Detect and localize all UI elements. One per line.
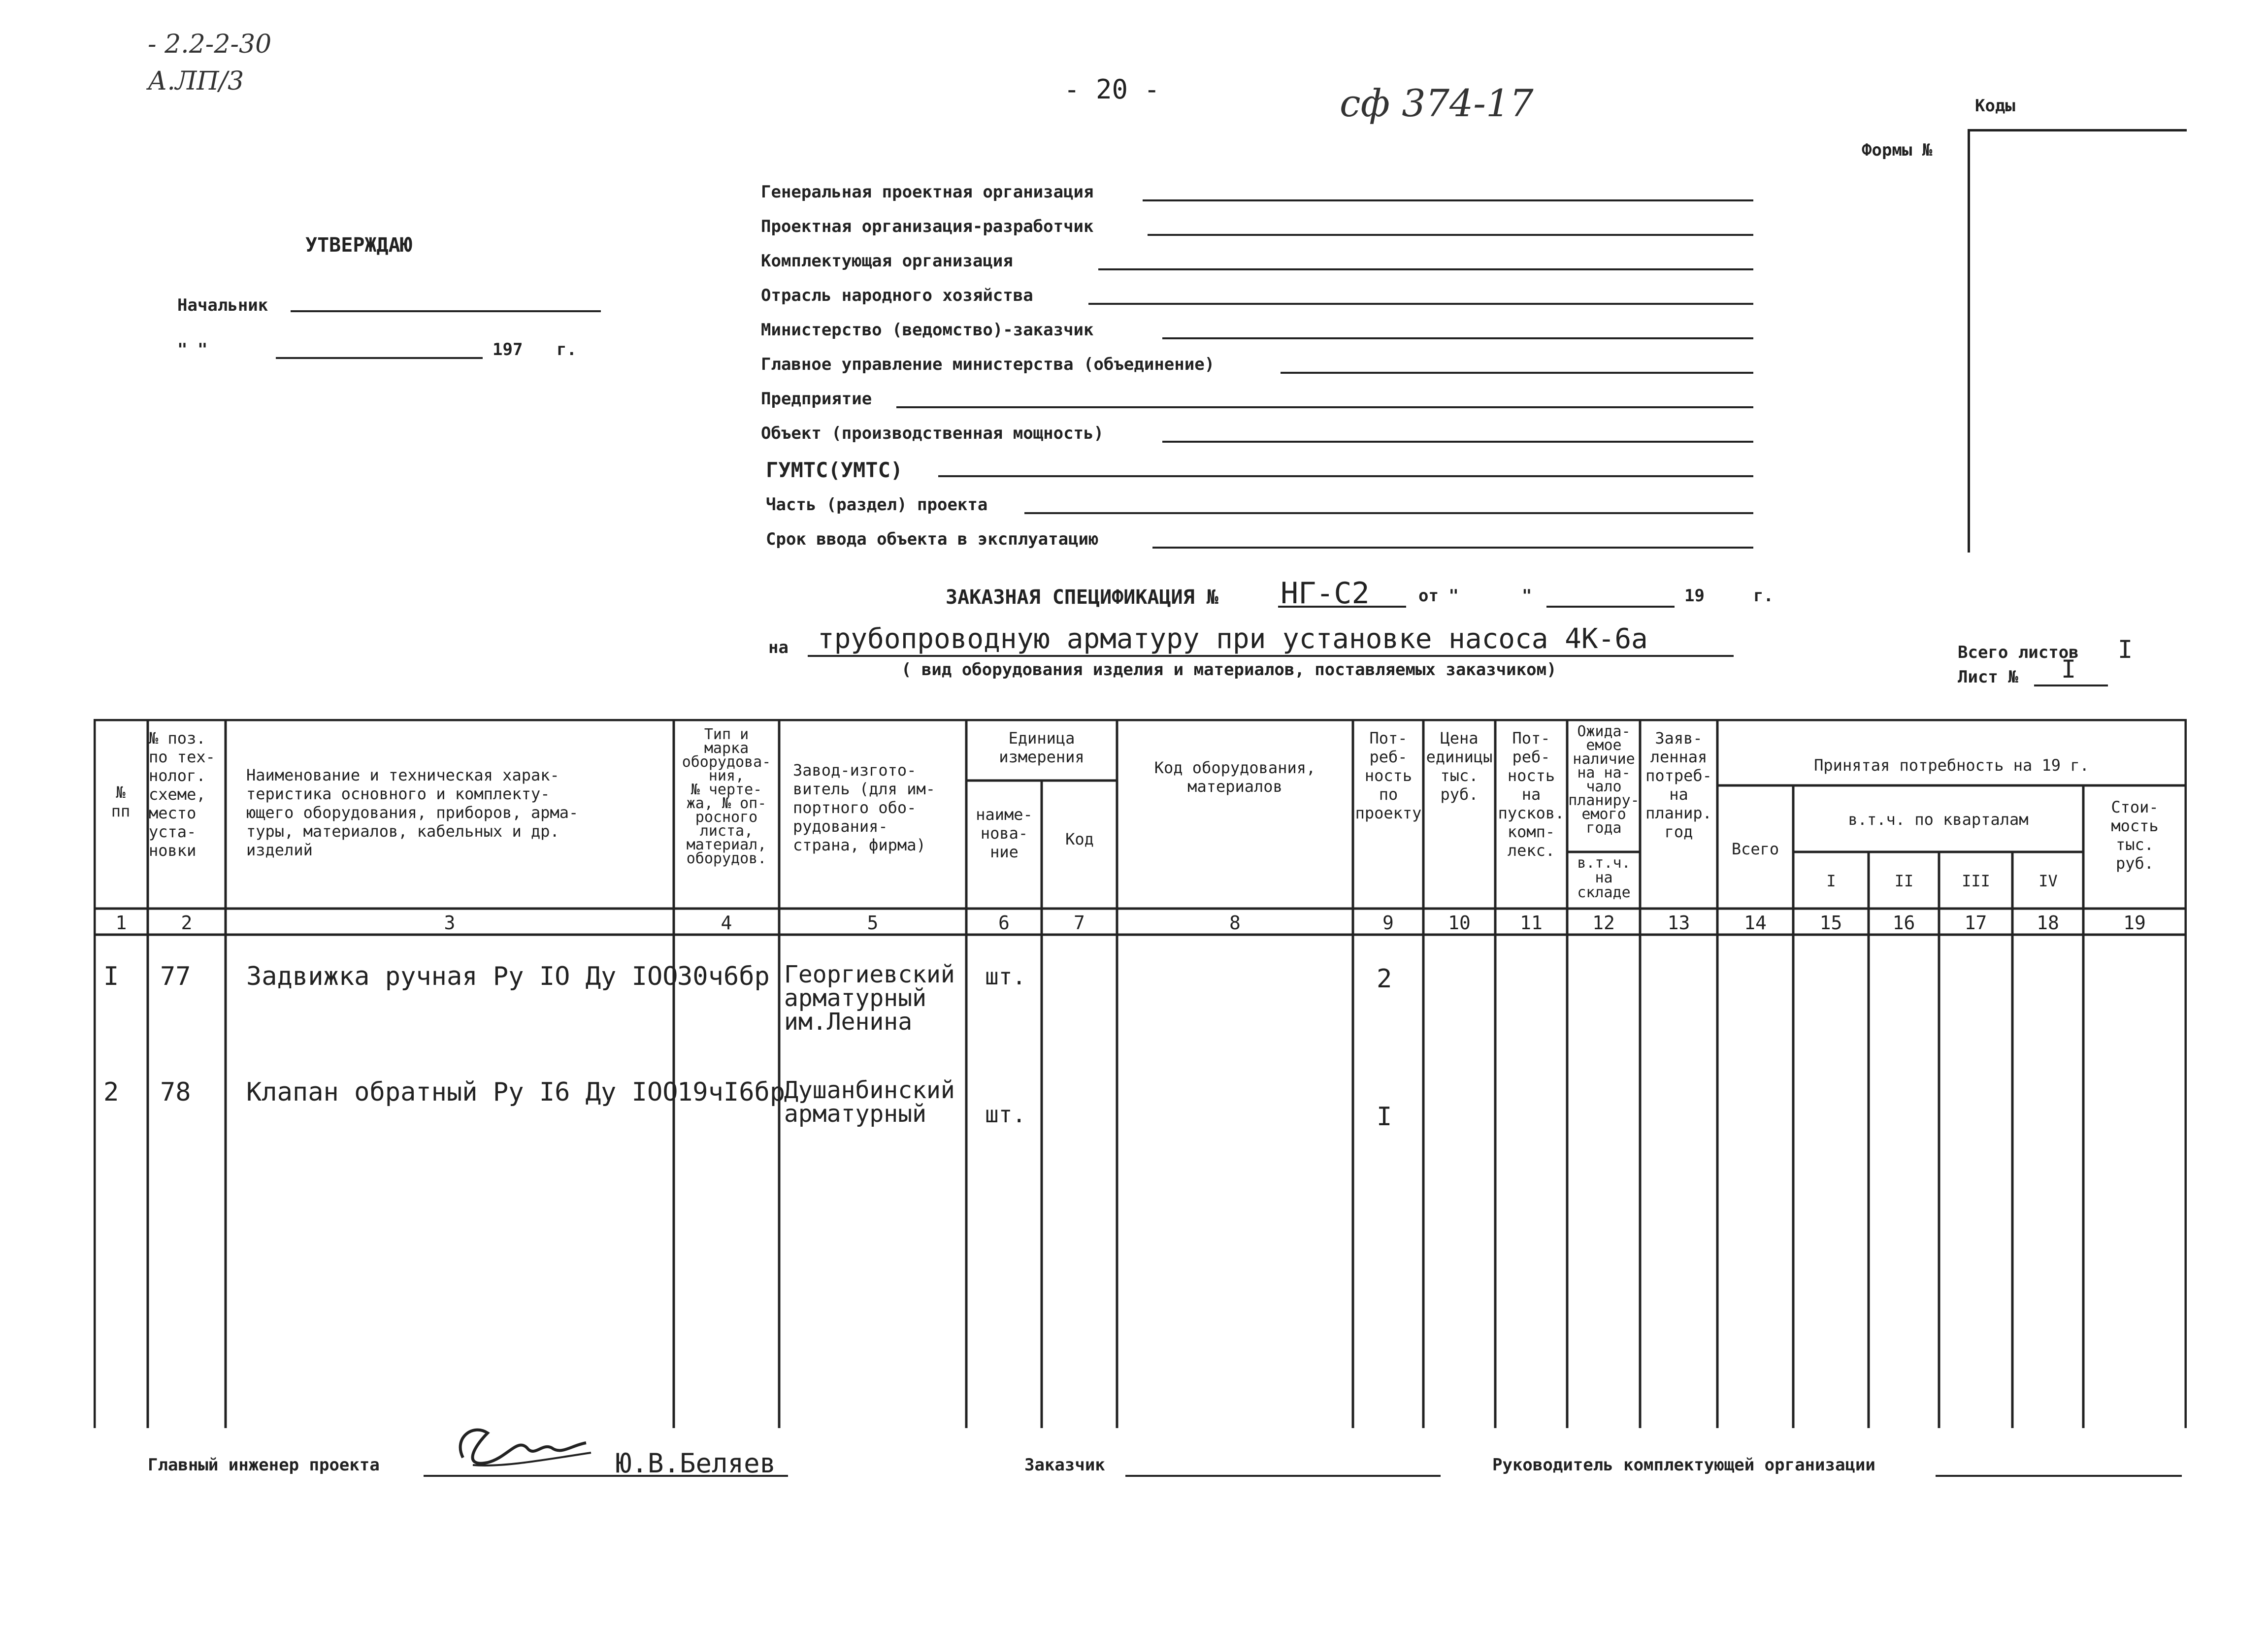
- field-design-org: Проектная организация-разработчик: [761, 217, 1094, 236]
- approve-year: 197: [493, 340, 523, 359]
- handwritten-reference: сф 374-17: [1340, 81, 1534, 125]
- spec-number-line: [1278, 606, 1406, 608]
- header-quarter-4: IV: [2038, 872, 2058, 890]
- table-row-1-name: Задвижка ручная Ру IO Ду IOO: [246, 962, 678, 991]
- spec-title: ЗАКАЗНАЯ СПЕЦИФИКАЦИЯ №: [946, 586, 1218, 609]
- column-number: 6: [998, 912, 1010, 934]
- header-in-warehouse: в.т.ч. на складе: [1577, 854, 1631, 901]
- header-quarter-3: III: [1962, 872, 1990, 890]
- field-enterprise: Предприятие: [761, 389, 872, 409]
- spec-quote: ": [1522, 586, 1532, 606]
- table-row-1-quantity: 2: [1377, 964, 1392, 994]
- table-row-1-type: 30ч6бр: [677, 962, 770, 991]
- column-number: 18: [2037, 912, 2059, 934]
- codes-box: [1968, 129, 2187, 553]
- column-number: 14: [1744, 912, 1767, 934]
- header-declared-need: Заяв- ленная потреб- на планир. год: [1645, 729, 1712, 841]
- header-unit-code: Код: [1065, 830, 1094, 848]
- sheet-number-label: Лист №: [1958, 667, 2018, 687]
- organization-head-line: [1936, 1475, 2182, 1477]
- field-industry: Отрасль народного хозяйства: [761, 286, 1033, 305]
- field-line: [938, 475, 1753, 477]
- field-line: [1143, 199, 1753, 201]
- column-number: 13: [1667, 912, 1690, 934]
- field-line: [1024, 512, 1753, 514]
- table-row-2-position: 78: [160, 1077, 191, 1107]
- header-project-need: Пот- реб- ность по проекту: [1355, 729, 1422, 822]
- sheet-number-value: I: [2061, 655, 2076, 684]
- header-quarter-1: I: [1826, 872, 1836, 890]
- field-main-department: Главное управление министерства (объединение): [761, 355, 1215, 374]
- chief-engineer-label: Главный инженер проекта: [148, 1455, 380, 1475]
- header-type: Тип и марка оборудова- ния, № черте- жа, № оп- росного листа, материал, оборудов.: [682, 726, 771, 867]
- approve-date-quotes: " ": [177, 340, 208, 359]
- page-number: - 20 -: [1064, 74, 1160, 105]
- field-project-part: Часть (раздел) проекта: [766, 495, 988, 515]
- spec-number: НГ-С2: [1281, 576, 1370, 611]
- chief-engineer-signature: [443, 1418, 601, 1477]
- corner-code-2: А.ЛП/3: [148, 66, 244, 96]
- table-row-2-name: Клапан обратный Ру I6 Ду IOO: [246, 1077, 678, 1107]
- header-manufacturer: Завод-изгото- витель (для им- портного обо- рудования- страна, фирма): [793, 761, 935, 854]
- customer-label: Заказчик: [1024, 1455, 1105, 1475]
- table-row-2-manufacturer: Душанбинский арматурный: [784, 1076, 955, 1128]
- column-number: 11: [1520, 912, 1543, 934]
- field-line: [1281, 372, 1753, 374]
- sheet-number-line: [2034, 684, 2108, 686]
- spec-date-line: [1546, 606, 1675, 608]
- header-unit-name: наиме- нова- ние: [976, 805, 1033, 861]
- header-name: Наименование и техническая харак- теристика основного и комплекту- ющего оборудования, приборов, арма- туры, материалов, кабельных и др. изделий: [246, 766, 579, 859]
- form-number-label: Формы №: [1862, 140, 1933, 160]
- field-line: [1162, 337, 1753, 339]
- spec-subject-caption: ( вид оборудования изделия и материалов, поставляемых заказчиком): [901, 660, 1557, 680]
- table-row-2-quantity: I: [1377, 1102, 1392, 1132]
- total-sheets-label: Всего листов: [1958, 643, 2079, 662]
- header-expected-stock: Ожида- емое наличие на на- чало планиру- емого года: [1568, 723, 1640, 837]
- header-position: № поз. по тех- нолог. схеме, место уста- новки: [149, 729, 215, 860]
- field-general-org: Генеральная проектная организация: [761, 182, 1094, 202]
- specification-table: [94, 719, 2187, 1428]
- field-line: [896, 406, 1753, 408]
- column-number: 12: [1592, 912, 1615, 934]
- field-gumts: ГУМТС(УМТС): [766, 458, 903, 482]
- table-row-1-unit: шт.: [985, 963, 1026, 990]
- table-row-1-number: I: [103, 962, 119, 991]
- table-row-1-manufacturer: Георгиевский арматурный им.Ленина: [784, 961, 955, 1036]
- header-row-number: № пп: [111, 783, 131, 820]
- header-cost: Стои- мость тыс. руб.: [2111, 798, 2159, 873]
- field-line: [1088, 303, 1753, 305]
- column-number: 17: [1964, 912, 1987, 934]
- column-number: 1: [115, 912, 127, 934]
- table-row-2-number: 2: [103, 1077, 119, 1107]
- approve-date-line: [276, 357, 483, 359]
- field-line: [1152, 547, 1753, 549]
- spec-from: от ": [1418, 586, 1459, 606]
- codes-label: Коды: [1975, 96, 2015, 116]
- table-row-1-position: 77: [160, 962, 191, 991]
- chief-signature-line: [291, 310, 601, 312]
- chief-label: Начальник: [177, 295, 268, 315]
- column-number: 19: [2123, 912, 2146, 934]
- column-number: 16: [1892, 912, 1915, 934]
- spec-year-suffix: г.: [1753, 586, 1774, 606]
- corner-code-1: - 2.2-2-30: [148, 30, 272, 59]
- column-number: 2: [181, 912, 193, 934]
- field-line: [1162, 441, 1753, 443]
- header-unit-price: Цена единицы тыс. руб.: [1426, 729, 1493, 804]
- approve-year-suffix: г.: [557, 340, 577, 359]
- spec-year: 19: [1684, 586, 1705, 606]
- spec-subject-line: [808, 655, 1734, 657]
- header-total: Всего: [1731, 840, 1779, 858]
- approve-title: УТВЕРЖДАЮ: [305, 234, 412, 257]
- column-number: 4: [721, 912, 732, 934]
- header-equipment-code: Код оборудования, материалов: [1154, 758, 1316, 796]
- total-sheets-value: I: [2118, 635, 2133, 664]
- table-row-2-type: 19чI6бр: [677, 1077, 786, 1107]
- customer-line: [1125, 1475, 1441, 1477]
- header-unit-group: Единица измерения: [999, 729, 1085, 766]
- chief-engineer-name: Ю.В.Беляев: [616, 1448, 776, 1479]
- table-row-2-unit: шт.: [985, 1101, 1026, 1128]
- column-number: 9: [1382, 912, 1394, 934]
- organization-head-label: Руководитель комплектующей организации: [1492, 1455, 1875, 1475]
- field-line: [1148, 234, 1753, 236]
- spec-subject: трубопроводную арматуру при установке насоса 4К-6а: [818, 623, 1648, 655]
- header-accepted-need: Принятая потребность на 19 г.: [1814, 756, 2089, 775]
- column-number: 7: [1074, 912, 1085, 934]
- header-quarter-2: II: [1894, 872, 1914, 890]
- spec-na-label: на: [768, 638, 789, 657]
- field-commissioning-date: Срок ввода объекта в эксплуатацию: [766, 529, 1099, 549]
- column-number: 15: [1819, 912, 1842, 934]
- column-number: 5: [867, 912, 879, 934]
- column-number: 3: [444, 912, 456, 934]
- header-quarters: в.т.ч. по кварталам: [1848, 810, 2029, 829]
- header-startup-need: Пот- реб- ность на пусков. комп- лекс.: [1498, 729, 1565, 860]
- column-number: 10: [1448, 912, 1471, 934]
- field-line: [1098, 268, 1753, 270]
- field-completing-org: Комплектующая организация: [761, 251, 1013, 271]
- column-number: 8: [1229, 912, 1241, 934]
- field-ministry: Министерство (ведомство)-заказчик: [761, 320, 1094, 340]
- field-object: Объект (производственная мощность): [761, 424, 1104, 443]
